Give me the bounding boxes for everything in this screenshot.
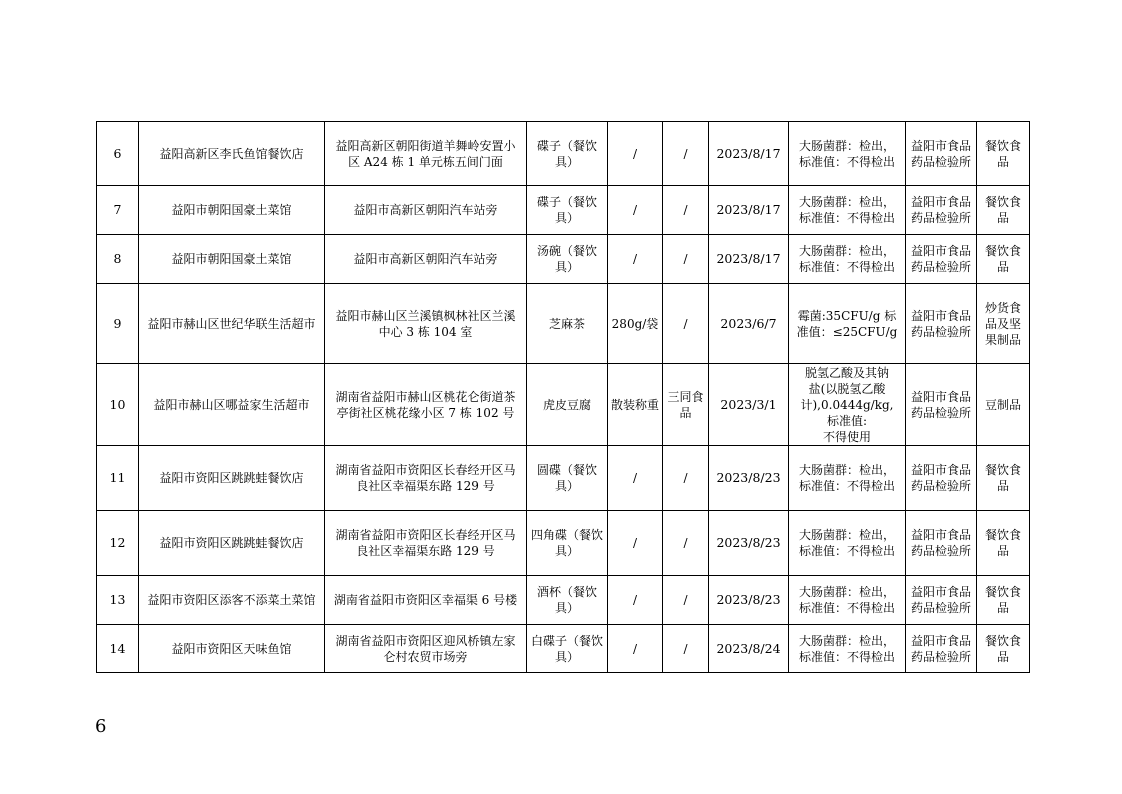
product-spec-cell: /: [608, 625, 663, 673]
table-row: [97, 511, 1030, 576]
row-number-cell: 7: [97, 186, 139, 235]
row-number-cell: 11: [97, 446, 139, 511]
test-result-cell: [789, 625, 906, 673]
business-address-cell: 益阳市赫山区兰溪镇枫林社区兰溪中心 3 栋 104 室: [325, 284, 527, 364]
product-spec-cell: /: [608, 186, 663, 235]
test-result-cell: [789, 284, 906, 364]
test-result-line: 大肠菌群：检出，: [798, 633, 895, 648]
testing-agency-cell: 益阳市食品药品检验所: [906, 446, 977, 511]
brand-cell: /: [663, 122, 709, 186]
business-name-cell: 益阳市资阳区天味鱼馆: [139, 625, 325, 673]
table-row: [97, 576, 1030, 625]
test-result-line: 大肠菌群：检出，: [798, 585, 895, 599]
product-spec-cell: 散装称重: [608, 364, 663, 446]
product-spec-cell: 280g/袋: [608, 284, 663, 364]
product-spec-cell: /: [608, 235, 663, 284]
row-number-cell: 14: [97, 625, 139, 673]
brand-cell: /: [663, 235, 709, 284]
test-result-line: 标准值：不得检出: [798, 211, 895, 225]
test-result-cell: [789, 511, 906, 576]
business-address-cell: 益阳市高新区朝阳汽车站旁: [325, 235, 527, 284]
product-name-cell: 酒杯（餐饮具）: [527, 576, 608, 625]
test-result-line: 标准值：不得检出: [798, 154, 895, 169]
product-name-cell: 芝麻茶: [527, 284, 608, 364]
test-result-line: 不得使用: [822, 429, 871, 444]
table-body: [97, 122, 1030, 673]
business-name-cell: 益阳市朝阳国豪土菜馆: [139, 186, 325, 235]
test-result-line: 标准值：不得检出: [798, 649, 895, 664]
product-spec-cell: /: [608, 511, 663, 576]
table-row: [97, 364, 1030, 446]
row-number-cell: 13: [97, 576, 139, 625]
food-category-cell: 炒货食品及坚果制品: [977, 284, 1030, 364]
test-result-line: 标准值：不得检出: [798, 479, 895, 493]
business-name-cell: 益阳市资阳区跳跳蛙餐饮店: [139, 446, 325, 511]
test-result-line: 大肠菌群：检出，: [798, 528, 895, 542]
testing-agency-cell: 益阳市食品药品检验所: [906, 511, 977, 576]
row-number-cell: 10: [97, 364, 139, 446]
product-spec-cell: /: [608, 122, 663, 186]
business-address-cell: 湖南省益阳市资阳区迎风桥镇左家仑村农贸市场旁: [325, 625, 527, 673]
page-number: 6: [95, 716, 107, 737]
brand-cell: 三同食品: [663, 364, 709, 446]
product-name-cell: 汤碗（餐饮具）: [527, 235, 608, 284]
test-result-cell: [789, 446, 906, 511]
table-row: [97, 446, 1030, 511]
food-category-cell: 餐饮食品: [977, 446, 1030, 511]
brand-cell: /: [663, 186, 709, 235]
business-address-cell: 益阳高新区朝阳街道羊舞岭安置小区 A24 栋 1 单元栋五间门面: [325, 122, 527, 186]
testing-agency-cell: 益阳市食品药品检验所: [906, 186, 977, 235]
business-address-cell: 湖南省益阳市资阳区长春经开区马良社区幸福渠东路 129 号: [325, 446, 527, 511]
production-date-cell: 2023/8/23: [709, 446, 789, 511]
test-result-line: 标准值：不得检出: [798, 260, 895, 274]
row-number-cell: 12: [97, 511, 139, 576]
test-result-cell: [789, 235, 906, 284]
testing-agency-cell: 益阳市食品药品检验所: [906, 235, 977, 284]
testing-agency-cell: 益阳市食品药品检验所: [906, 284, 977, 364]
food-category-cell: 餐饮食品: [977, 186, 1030, 235]
product-name-cell: 碟子（餐饮具）: [527, 186, 608, 235]
business-address-cell: 湖南省益阳市资阳区长春经开区马良社区幸福渠东路 129 号: [325, 511, 527, 576]
production-date-cell: 2023/8/17: [709, 122, 789, 186]
production-date-cell: 2023/6/7: [709, 284, 789, 364]
product-spec-cell: /: [608, 446, 663, 511]
brand-cell: /: [663, 284, 709, 364]
product-name-cell: 圆碟（餐饮具）: [527, 446, 608, 511]
test-result-line: 大肠菌群：检出，: [798, 463, 895, 477]
brand-cell: /: [663, 446, 709, 511]
production-date-cell: 2023/8/24: [709, 625, 789, 673]
test-result-line: 大肠菌群：检出，: [798, 195, 895, 209]
test-result-cell: [789, 364, 906, 446]
table-row: [97, 122, 1030, 186]
row-number-cell: 8: [97, 235, 139, 284]
business-address-cell: 湖南省益阳市资阳区幸福渠 6 号楼: [325, 576, 527, 625]
product-name-cell: 白碟子（餐饮具）: [527, 625, 608, 673]
business-name-cell: 益阳市资阳区添客不添菜土菜馆: [139, 576, 325, 625]
business-name-cell: 益阳市赫山区哪益家生活超市: [139, 364, 325, 446]
food-category-cell: 餐饮食品: [977, 122, 1030, 186]
row-number-cell: 9: [97, 284, 139, 364]
product-name-cell: 四角碟（餐饮具）: [527, 511, 608, 576]
business-name-cell: 益阳市赫山区世纪华联生活超市: [139, 284, 325, 364]
test-result-line: 标准值：不得检出: [798, 601, 895, 615]
product-name-cell: 碟子（餐饮具）: [527, 122, 608, 186]
test-result-line: 标准值：不得检出: [798, 544, 895, 558]
product-name-cell: 虎皮豆腐: [527, 364, 608, 446]
testing-agency-cell: 益阳市食品药品检验所: [906, 122, 977, 186]
food-category-cell: 豆制品: [977, 364, 1030, 446]
business-name-cell: 益阳高新区李氏鱼馆餐饮店: [139, 122, 325, 186]
testing-agency-cell: 益阳市食品药品检验所: [906, 364, 977, 446]
test-result-line: 大肠菌群：检出，: [798, 244, 895, 258]
brand-cell: /: [663, 511, 709, 576]
production-date-cell: 2023/3/1: [709, 364, 789, 446]
food-category-cell: 餐饮食品: [977, 576, 1030, 625]
food-category-cell: 餐饮食品: [977, 511, 1030, 576]
test-result-line: 盐(以脱氢乙酸: [808, 381, 886, 396]
test-result-cell: [789, 186, 906, 235]
testing-agency-cell: 益阳市食品药品检验所: [906, 625, 977, 673]
test-result-line: 大肠菌群：检出，: [798, 138, 895, 153]
brand-cell: /: [663, 625, 709, 673]
test-result-cell: [789, 576, 906, 625]
table-row: [97, 284, 1030, 364]
product-spec-cell: /: [608, 576, 663, 625]
brand-cell: /: [663, 576, 709, 625]
table-row: [97, 625, 1030, 673]
row-number-cell: 6: [97, 122, 139, 186]
inspection-results-table: [96, 121, 1030, 673]
business-address-cell: 益阳市高新区朝阳汽车站旁: [325, 186, 527, 235]
table-row: [97, 186, 1030, 235]
production-date-cell: 2023/8/17: [709, 235, 789, 284]
test-result-line: 计),0.0444g/kg,: [800, 397, 894, 412]
table-row: [97, 235, 1030, 284]
business-name-cell: 益阳市资阳区跳跳蛙餐饮店: [139, 511, 325, 576]
test-result-line: 霉菌:35CFU/g 标: [797, 308, 897, 323]
test-result-cell: [789, 122, 906, 186]
business-address-cell: 湖南省益阳市赫山区桃花仑街道茶亭街社区桃花缘小区 7 栋 102 号: [325, 364, 527, 446]
test-result-line: 标准值:: [826, 413, 868, 428]
production-date-cell: 2023/8/23: [709, 576, 789, 625]
test-result-line: 准值：≤25CFU/g: [796, 324, 898, 339]
food-category-cell: 餐饮食品: [977, 625, 1030, 673]
test-result-line: 脱氢乙酸及其钠: [804, 365, 889, 380]
food-category-cell: 餐饮食品: [977, 235, 1030, 284]
production-date-cell: 2023/8/23: [709, 511, 789, 576]
production-date-cell: 2023/8/17: [709, 186, 789, 235]
business-name-cell: 益阳市朝阳国豪土菜馆: [139, 235, 325, 284]
testing-agency-cell: 益阳市食品药品检验所: [906, 576, 977, 625]
